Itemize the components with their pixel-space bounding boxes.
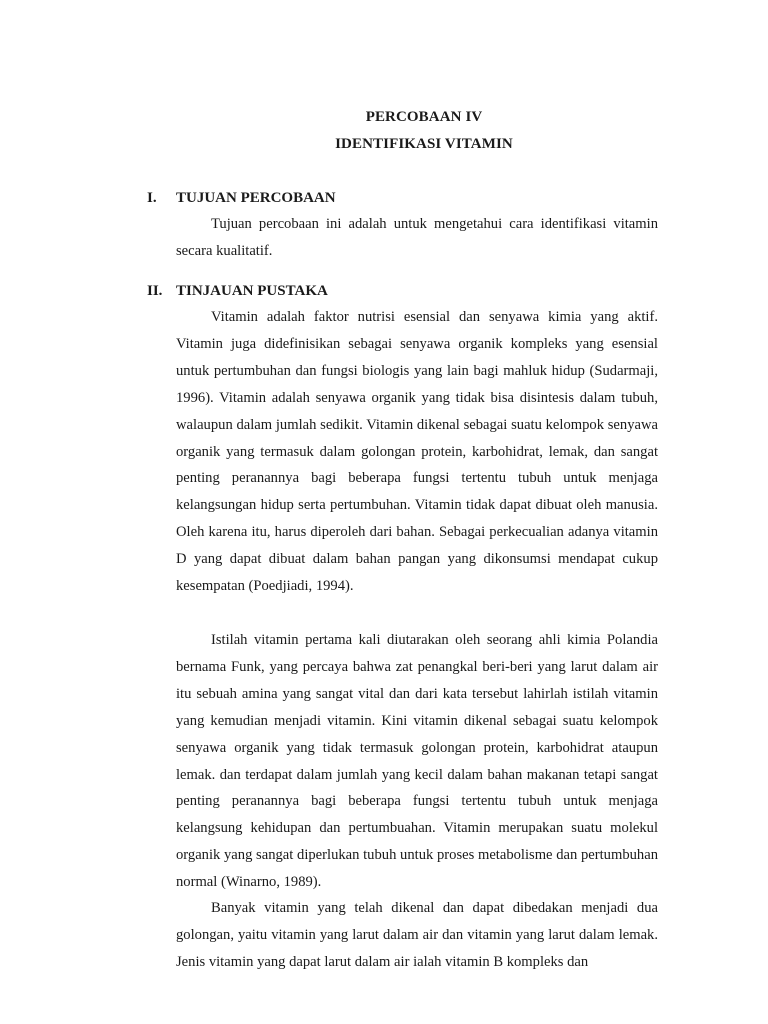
section-title: TINJAUAN PUSTAKA (176, 283, 328, 299)
section-title: TUJUAN PERCOBAAN (176, 190, 336, 206)
document-title: PERCOBAAN IV (365, 109, 483, 125)
section-number: II. (147, 283, 163, 299)
paragraph-vitamin-history: Istilah vitamin pertama kali diutarakan oleh seorang ahli kimia Polandia bernama Funk, yang percaya bahwa zat penangkal beri-beri yang larut dalam air itu sebuah amina yang sangat vital dan dari kata tersebut lahirlah istilah vitamin yang kemudian menjadi vitamin. Kini vitamin dikenal sebagai suatu kelompok senyawa organik yang tidak termasuk golongan protein, karbohidrat ataupun lemak. dan terdapat dalam jumlah yang kecil dalam bahan makanan tetapi sangat penting peranannya bagi beberapa fungsi tertentu tubuh untuk menjaga kelangsung kehidupan dan pertumbuahan. Vitamin merupakan suatu molekul organik yang sangat diperlukan tubuh untuk proses metabolisme dan pertumbuhan normal (Winarno, 1989). (176, 632, 658, 891)
paragraph-vitamin-types: Banyak vitamin yang telah dikenal dan dapat dibedakan menjadi dua golongan, yaitu vitamin yang larut dalam air dan vitamin yang larut dalam lemak. Jenis vitamin yang dapat larut dalam air ialah vitamin B kompleks dan (176, 900, 658, 970)
section-number: I. (147, 190, 157, 206)
paragraph-vitamin-definition: Vitamin adalah faktor nutrisi esensial dan senyawa kimia yang aktif. Vitamin juga didefinisikan sebagai senyawa organik kompleks yang esensial untuk pertumbuhan dan fungsi biologis yang lain bagi mahluk hidup (Sudarmaji, 1996). Vitamin adalah senyawa organik yang tidak bisa disintesis dalam tubuh, walaupun dalam jumlah sedikit. Vitamin dikenal sebagai suatu kelompok senyawa organik yang termasuk dalam golongan protein, karbohidrat, lemak, dan sangat penting peranannya bagi beberapa fungsi tertentu tubuh untuk menjaga kelangsungan hidup serta pertumbuhan. Vitamin tidak dapat dibuat oleh manusia. Oleh karena itu, harus diperoleh dari bahan. Sebagai perkecualian adanya vitamin D yang dapat dibuat dalam bahan pangan yang dikonsumsi mendapat cukup kesempatan (Poedjiadi, 1994). (176, 309, 658, 595)
document-subtitle: IDENTIFIKASI VITAMIN (335, 136, 513, 152)
paragraph-tujuan: Tujuan percobaan ini adalah untuk mengetahui cara identifikasi vitamin secara kualitatif. (176, 216, 658, 259)
